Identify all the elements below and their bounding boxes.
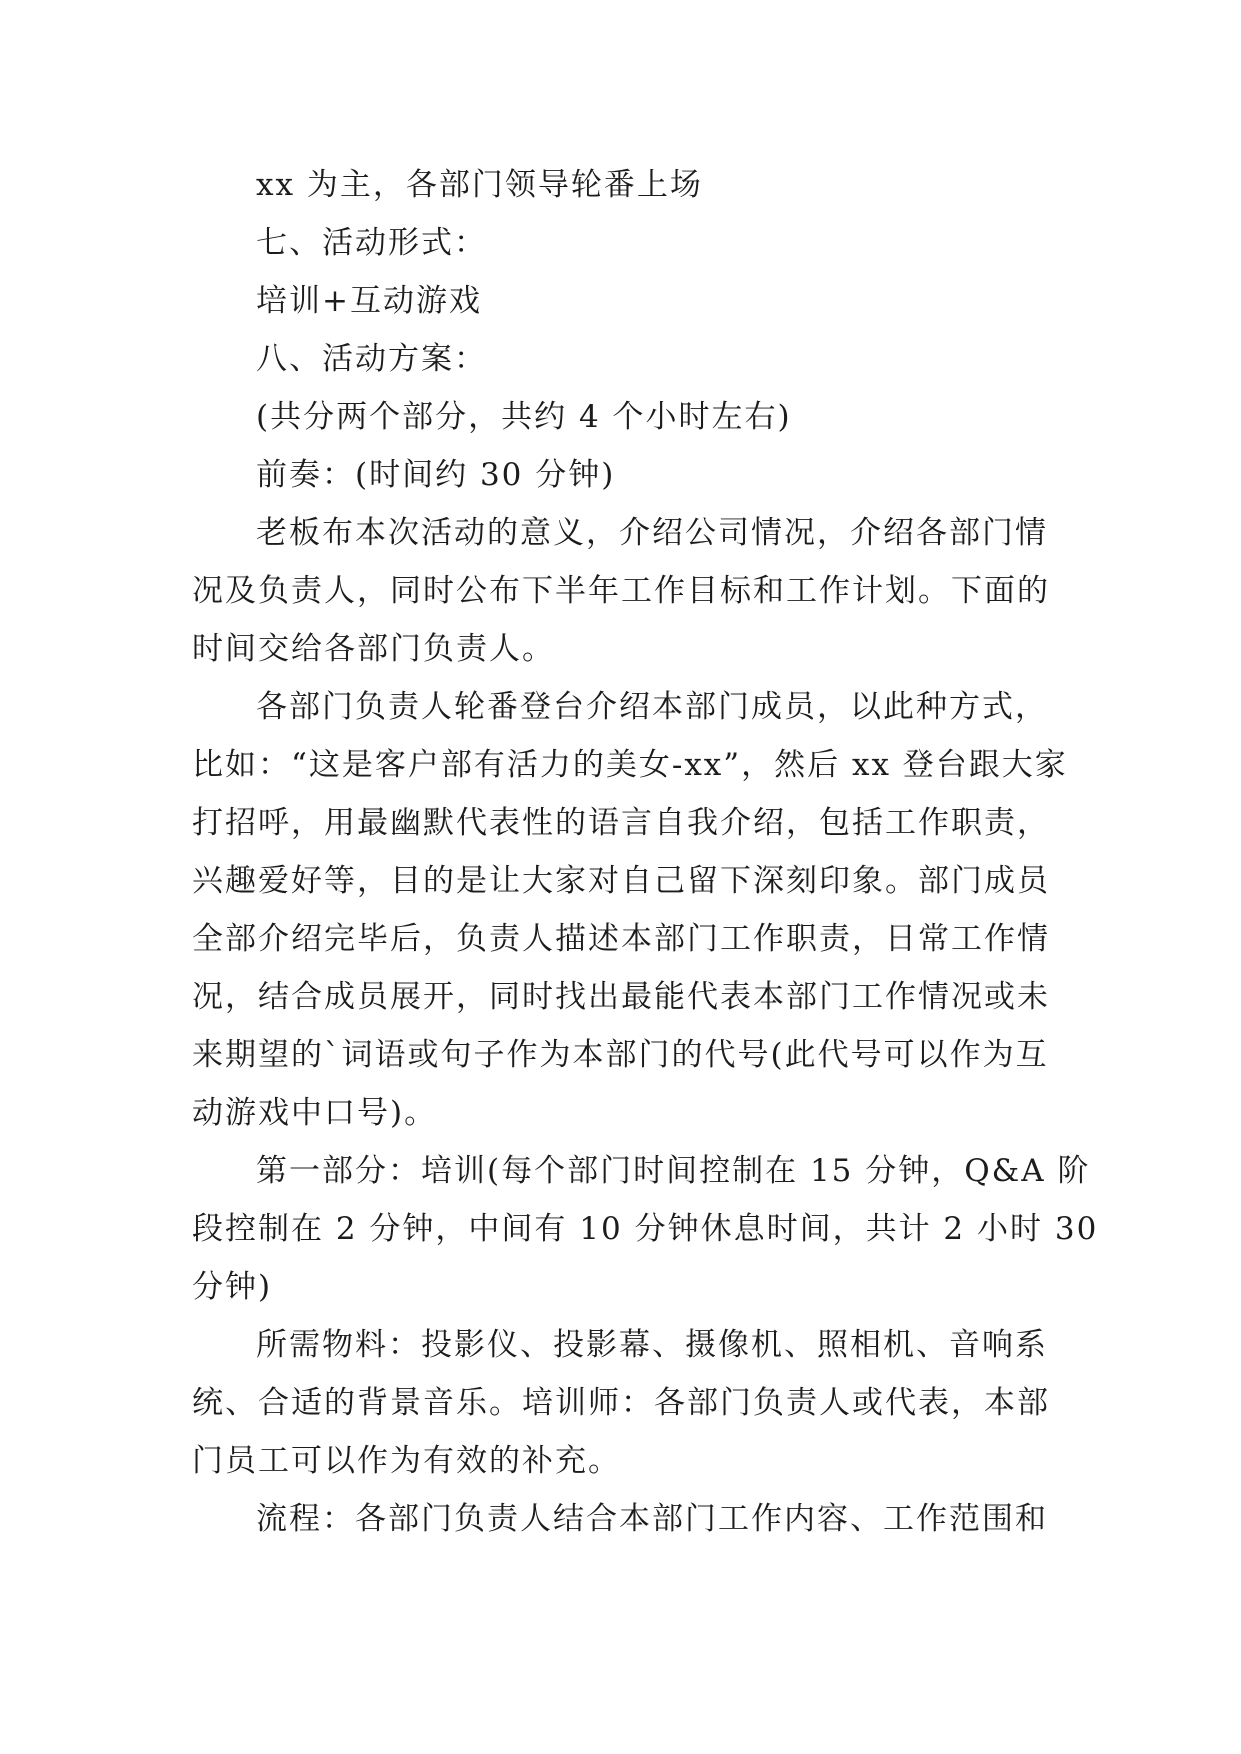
text-line: (共分两个部分，共约 4 个小时左右) [256, 399, 792, 435]
paragraph-line: 统、合适的背景音乐。培训师：各部门负责人或代表，本部 [192, 1385, 1050, 1421]
text-line: 培训+互动游戏 [256, 283, 482, 319]
paragraph-line: 来期望的`词语或句子作为本部门的代号(此代号可以作为互 [192, 1037, 1049, 1073]
paragraph-line: 第一部分：培训(每个部门时间控制在 15 分钟，Q&A 阶 [256, 1153, 1091, 1189]
paragraph-line: 打招呼，用最幽默代表性的语言自我介绍，包括工作职责， [192, 805, 1050, 841]
text-line: xx 为主，各部门领导轮番上场 [256, 167, 703, 203]
section-heading: 八、活动方案： [256, 341, 487, 377]
paragraph-line: 兴趣爱好等，目的是让大家对自己留下深刻印象。部门成员 [192, 863, 1050, 899]
paragraph-line: 况及负责人，同时公布下半年工作目标和工作计划。下面的 [192, 573, 1050, 609]
paragraph-line: 全部介绍完毕后，负责人描述本部门工作职责，日常工作情 [192, 921, 1050, 957]
paragraph-line: 流程：各部门负责人结合本部门工作内容、工作范围和 [256, 1501, 1048, 1537]
section-heading: 七、活动形式： [256, 225, 487, 261]
paragraph-line: 段控制在 2 分钟，中间有 10 分钟休息时间，共计 2 小时 30 [192, 1211, 1099, 1247]
paragraph-line: 比如：“这是客户部有活力的美女-xx”，然后 xx 登台跟大家 [192, 747, 1068, 783]
paragraph-line: 所需物料：投影仪、投影幕、摄像机、照相机、音响系 [256, 1327, 1048, 1363]
paragraph-line: 老板布本次活动的意义，介绍公司情况，介绍各部门情 [256, 515, 1048, 551]
paragraph-line: 各部门负责人轮番登台介绍本部门成员，以此种方式， [256, 689, 1048, 725]
paragraph-line: 分钟) [192, 1269, 273, 1305]
paragraph-line: 动游戏中口号)。 [192, 1095, 438, 1131]
text-line: 前奏：(时间约 30 分钟) [256, 457, 616, 493]
paragraph-line: 时间交给各部门负责人。 [192, 631, 555, 667]
paragraph-line: 况，结合成员展开，同时找出最能代表本部门工作情况或未 [192, 979, 1050, 1015]
paragraph-line: 门员工可以作为有效的补充。 [192, 1443, 621, 1479]
